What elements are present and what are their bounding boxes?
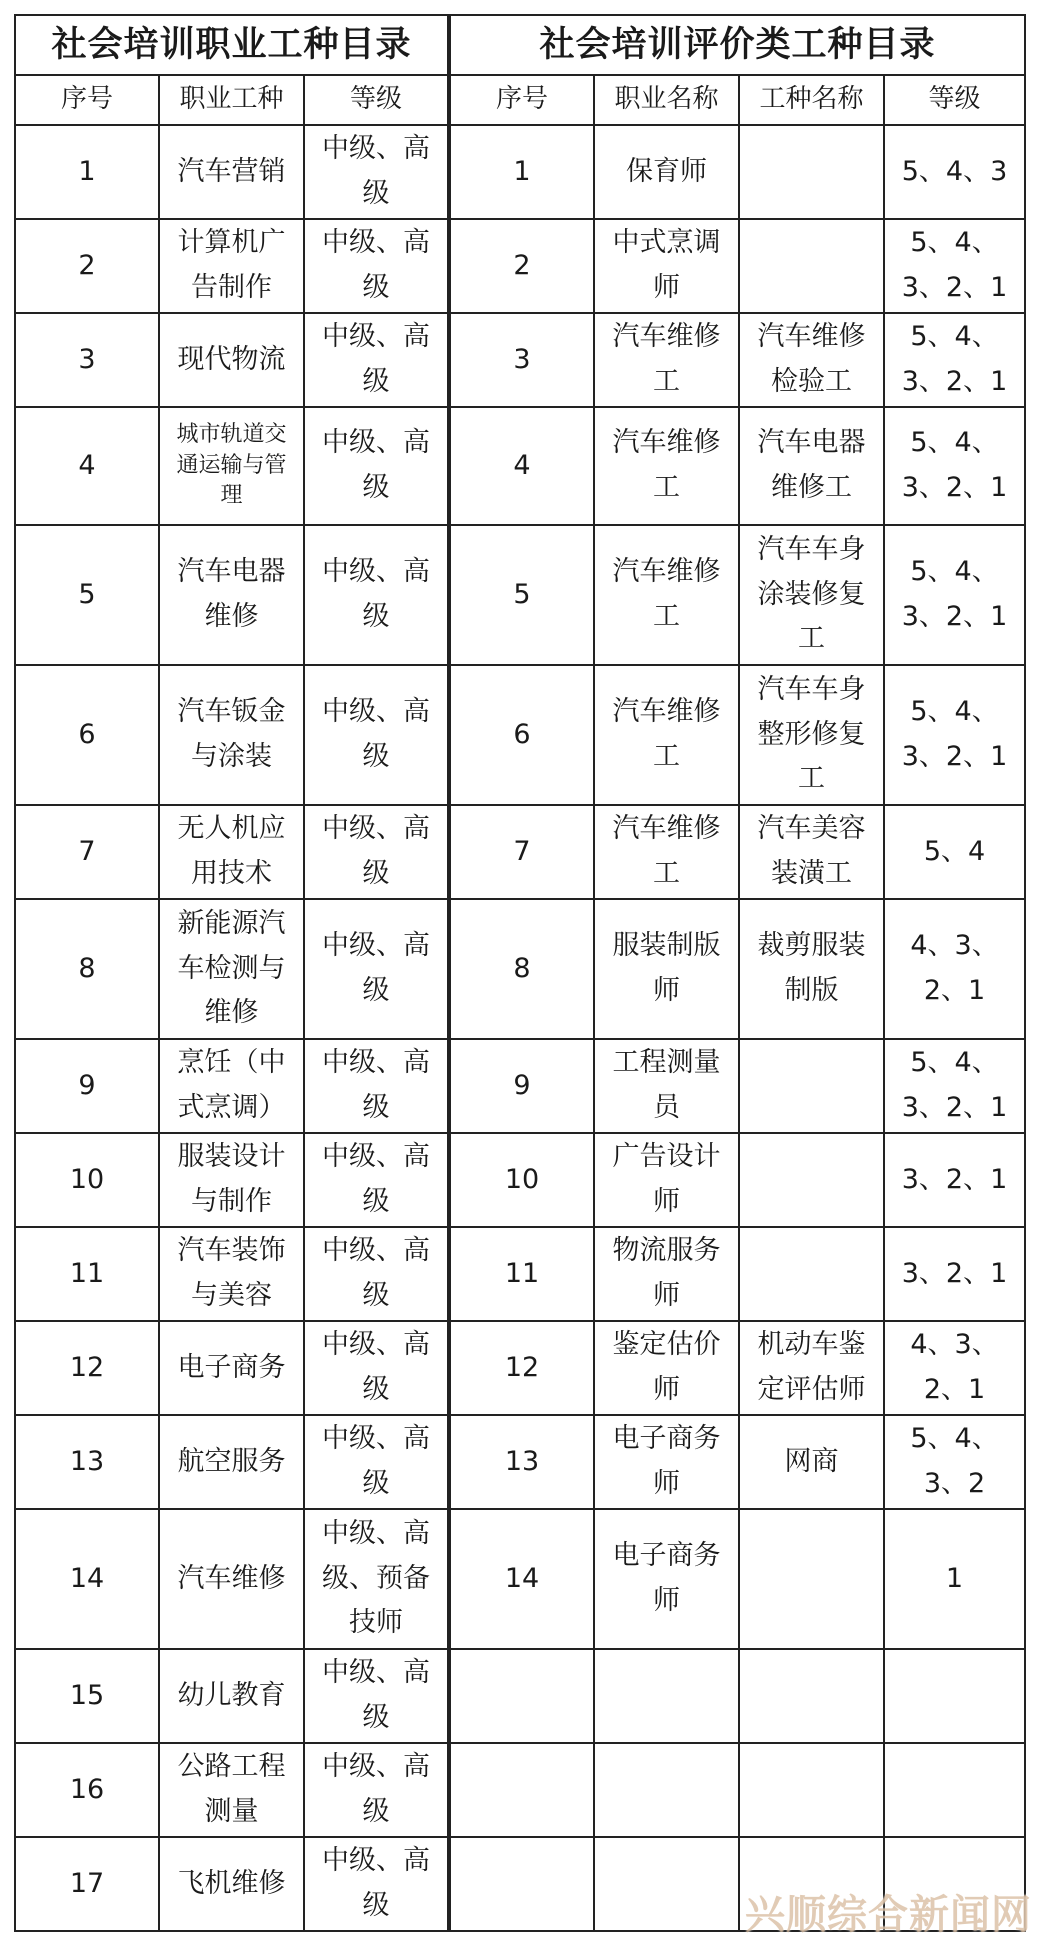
right-cell-level: 5、4、3、2、1 <box>884 407 1025 525</box>
right-header-level: 等级 <box>884 75 1025 125</box>
right-cell-occupation: 汽车维修工 <box>594 525 739 665</box>
right-cell-trade <box>739 1227 884 1321</box>
table-row <box>15 1649 1025 1743</box>
left-cell-level: 中级、高级 <box>304 1743 449 1837</box>
right-cell-occupation: 中式烹调师 <box>594 219 739 313</box>
right-cell-no: 10 <box>449 1133 594 1227</box>
right-cell-trade: 网商 <box>739 1415 884 1509</box>
right-cell-level <box>884 1743 1025 1837</box>
table-row <box>15 805 1025 899</box>
right-cell-occupation: 电子商务师 <box>594 1509 739 1649</box>
table-row <box>15 219 1025 313</box>
left-header-job: 职业工种 <box>159 75 304 125</box>
left-cell-job: 新能源汽车检测与维修 <box>159 899 304 1039</box>
right-cell-level <box>884 1649 1025 1743</box>
left-cell-level: 中级、高级 <box>304 219 449 313</box>
right-cell-trade: 裁剪服装制版 <box>739 899 884 1039</box>
left-cell-job: 计算机广告制作 <box>159 219 304 313</box>
left-cell-job: 无人机应用技术 <box>159 805 304 899</box>
right-cell-level: 3、2、1 <box>884 1133 1025 1227</box>
left-cell-job: 汽车营销 <box>159 125 304 219</box>
right-cell-level: 5、4、3、2 <box>884 1415 1025 1509</box>
left-cell-no: 9 <box>15 1039 159 1133</box>
left-cell-no: 17 <box>15 1837 159 1931</box>
left-cell-job: 城市轨道交通运输与管理 <box>159 407 304 525</box>
left-cell-level: 中级、高级、预备技师 <box>304 1509 449 1649</box>
right-cell-occupation: 广告设计师 <box>594 1133 739 1227</box>
right-cell-trade <box>739 1133 884 1227</box>
left-cell-level: 中级、高级 <box>304 407 449 525</box>
left-cell-no: 1 <box>15 125 159 219</box>
right-cell-occupation: 鉴定估价师 <box>594 1321 739 1415</box>
right-cell-trade: 汽车美容装潢工 <box>739 805 884 899</box>
right-cell-no: 6 <box>449 665 594 805</box>
right-header-occupation: 职业名称 <box>594 75 739 125</box>
right-header-trade: 工种名称 <box>739 75 884 125</box>
right-cell-occupation: 汽车维修工 <box>594 313 739 407</box>
right-cell-no: 2 <box>449 219 594 313</box>
right-table-title: 社会培训评价类工种目录 <box>449 15 1025 75</box>
left-cell-no: 4 <box>15 407 159 525</box>
left-cell-no: 16 <box>15 1743 159 1837</box>
right-cell-occupation: 物流服务师 <box>594 1227 739 1321</box>
right-cell-trade <box>739 1743 884 1837</box>
right-cell-occupation: 工程测量员 <box>594 1039 739 1133</box>
left-cell-level: 中级、高级 <box>304 1321 449 1415</box>
right-header-no: 序号 <box>449 75 594 125</box>
left-cell-no: 7 <box>15 805 159 899</box>
right-cell-trade: 机动车鉴定评估师 <box>739 1321 884 1415</box>
left-header-no: 序号 <box>15 75 159 125</box>
left-cell-no: 14 <box>15 1509 159 1649</box>
right-cell-no: 9 <box>449 1039 594 1133</box>
watermark-text: 兴顺综合新闻网 <box>745 1892 1032 1938</box>
right-cell-level: 5、4、3、2、1 <box>884 313 1025 407</box>
left-cell-job: 电子商务 <box>159 1321 304 1415</box>
right-cell-trade: 汽车维修检验工 <box>739 313 884 407</box>
left-cell-level: 中级、高级 <box>304 525 449 665</box>
right-cell-no <box>449 1649 594 1743</box>
right-cell-trade <box>739 125 884 219</box>
left-cell-level: 中级、高级 <box>304 1133 449 1227</box>
right-cell-trade <box>739 1649 884 1743</box>
right-cell-trade <box>739 1509 884 1649</box>
right-cell-no: 14 <box>449 1509 594 1649</box>
table-row <box>15 1743 1025 1837</box>
right-cell-occupation: 汽车维修工 <box>594 805 739 899</box>
right-cell-no: 4 <box>449 407 594 525</box>
right-cell-occupation: 汽车维修工 <box>594 665 739 805</box>
left-cell-level: 中级、高级 <box>304 805 449 899</box>
left-cell-job: 航空服务 <box>159 1415 304 1509</box>
left-cell-level: 中级、高级 <box>304 899 449 1039</box>
right-cell-trade: 汽车电器维修工 <box>739 407 884 525</box>
table-row <box>15 1415 1025 1509</box>
right-cell-level: 4、3、2、1 <box>884 1321 1025 1415</box>
right-cell-trade <box>739 219 884 313</box>
left-cell-job: 汽车装饰与美容 <box>159 1227 304 1321</box>
table-row <box>15 1227 1025 1321</box>
right-cell-no: 5 <box>449 525 594 665</box>
left-cell-level: 中级、高级 <box>304 1227 449 1321</box>
left-cell-job: 现代物流 <box>159 313 304 407</box>
left-cell-no: 3 <box>15 313 159 407</box>
right-cell-no: 13 <box>449 1415 594 1509</box>
right-cell-level: 5、4、3、2、1 <box>884 665 1025 805</box>
left-cell-level: 中级、高级 <box>304 1415 449 1509</box>
left-cell-job: 汽车维修 <box>159 1509 304 1649</box>
left-header-level: 等级 <box>304 75 449 125</box>
table-row <box>15 899 1025 1039</box>
left-cell-no: 12 <box>15 1321 159 1415</box>
left-cell-no: 5 <box>15 525 159 665</box>
left-cell-no: 6 <box>15 665 159 805</box>
table-row <box>15 407 1025 525</box>
left-cell-job: 幼儿教育 <box>159 1649 304 1743</box>
table-row <box>15 525 1025 665</box>
left-cell-job: 服装设计与制作 <box>159 1133 304 1227</box>
right-cell-level: 5、4、3、2、1 <box>884 1039 1025 1133</box>
left-cell-job: 汽车电器维修 <box>159 525 304 665</box>
right-cell-level: 5、4、3、2、1 <box>884 525 1025 665</box>
right-cell-no: 8 <box>449 899 594 1039</box>
table-row <box>15 1133 1025 1227</box>
left-cell-no: 2 <box>15 219 159 313</box>
left-cell-no: 11 <box>15 1227 159 1321</box>
right-cell-trade: 汽车车身涂装修复工 <box>739 525 884 665</box>
left-cell-level: 中级、高级 <box>304 1837 449 1931</box>
right-cell-occupation <box>594 1743 739 1837</box>
left-cell-no: 10 <box>15 1133 159 1227</box>
table-row <box>15 1039 1025 1133</box>
table-row <box>15 1321 1025 1415</box>
right-cell-occupation: 电子商务师 <box>594 1415 739 1509</box>
left-cell-level: 中级、高级 <box>304 125 449 219</box>
right-cell-occupation <box>594 1837 739 1931</box>
right-cell-level: 5、4 <box>884 805 1025 899</box>
right-cell-occupation: 服装制版师 <box>594 899 739 1039</box>
left-cell-level: 中级、高级 <box>304 313 449 407</box>
right-cell-level: 3、2、1 <box>884 1227 1025 1321</box>
left-cell-job: 烹饪（中式烹调） <box>159 1039 304 1133</box>
left-cell-job: 汽车钣金与涂装 <box>159 665 304 805</box>
left-cell-level: 中级、高级 <box>304 665 449 805</box>
right-cell-no: 12 <box>449 1321 594 1415</box>
table-row <box>15 665 1025 805</box>
right-cell-occupation: 保育师 <box>594 125 739 219</box>
left-cell-job: 公路工程测量 <box>159 1743 304 1837</box>
right-cell-no <box>449 1837 594 1931</box>
right-cell-level: 5、4、3、2、1 <box>884 219 1025 313</box>
left-cell-level: 中级、高级 <box>304 1039 449 1133</box>
table-row <box>15 313 1025 407</box>
right-cell-level: 4、3、2、1 <box>884 899 1025 1039</box>
table-row <box>15 125 1025 219</box>
catalog-body <box>15 125 1025 1931</box>
left-cell-level: 中级、高级 <box>304 1649 449 1743</box>
right-cell-occupation <box>594 1649 739 1743</box>
right-cell-occupation: 汽车维修工 <box>594 407 739 525</box>
left-table-title: 社会培训职业工种目录 <box>15 15 449 75</box>
catalog-table <box>14 14 1026 1932</box>
right-cell-trade <box>739 1039 884 1133</box>
right-cell-no: 1 <box>449 125 594 219</box>
left-cell-no: 15 <box>15 1649 159 1743</box>
right-cell-no <box>449 1743 594 1837</box>
right-cell-no: 7 <box>449 805 594 899</box>
right-cell-no: 11 <box>449 1227 594 1321</box>
table-row <box>15 1509 1025 1649</box>
left-cell-job: 飞机维修 <box>159 1837 304 1931</box>
right-cell-level: 1 <box>884 1509 1025 1649</box>
right-cell-level: 5、4、3 <box>884 125 1025 219</box>
left-cell-no: 13 <box>15 1415 159 1509</box>
right-cell-trade: 汽车车身整形修复工 <box>739 665 884 805</box>
left-cell-no: 8 <box>15 899 159 1039</box>
right-cell-no: 3 <box>449 313 594 407</box>
